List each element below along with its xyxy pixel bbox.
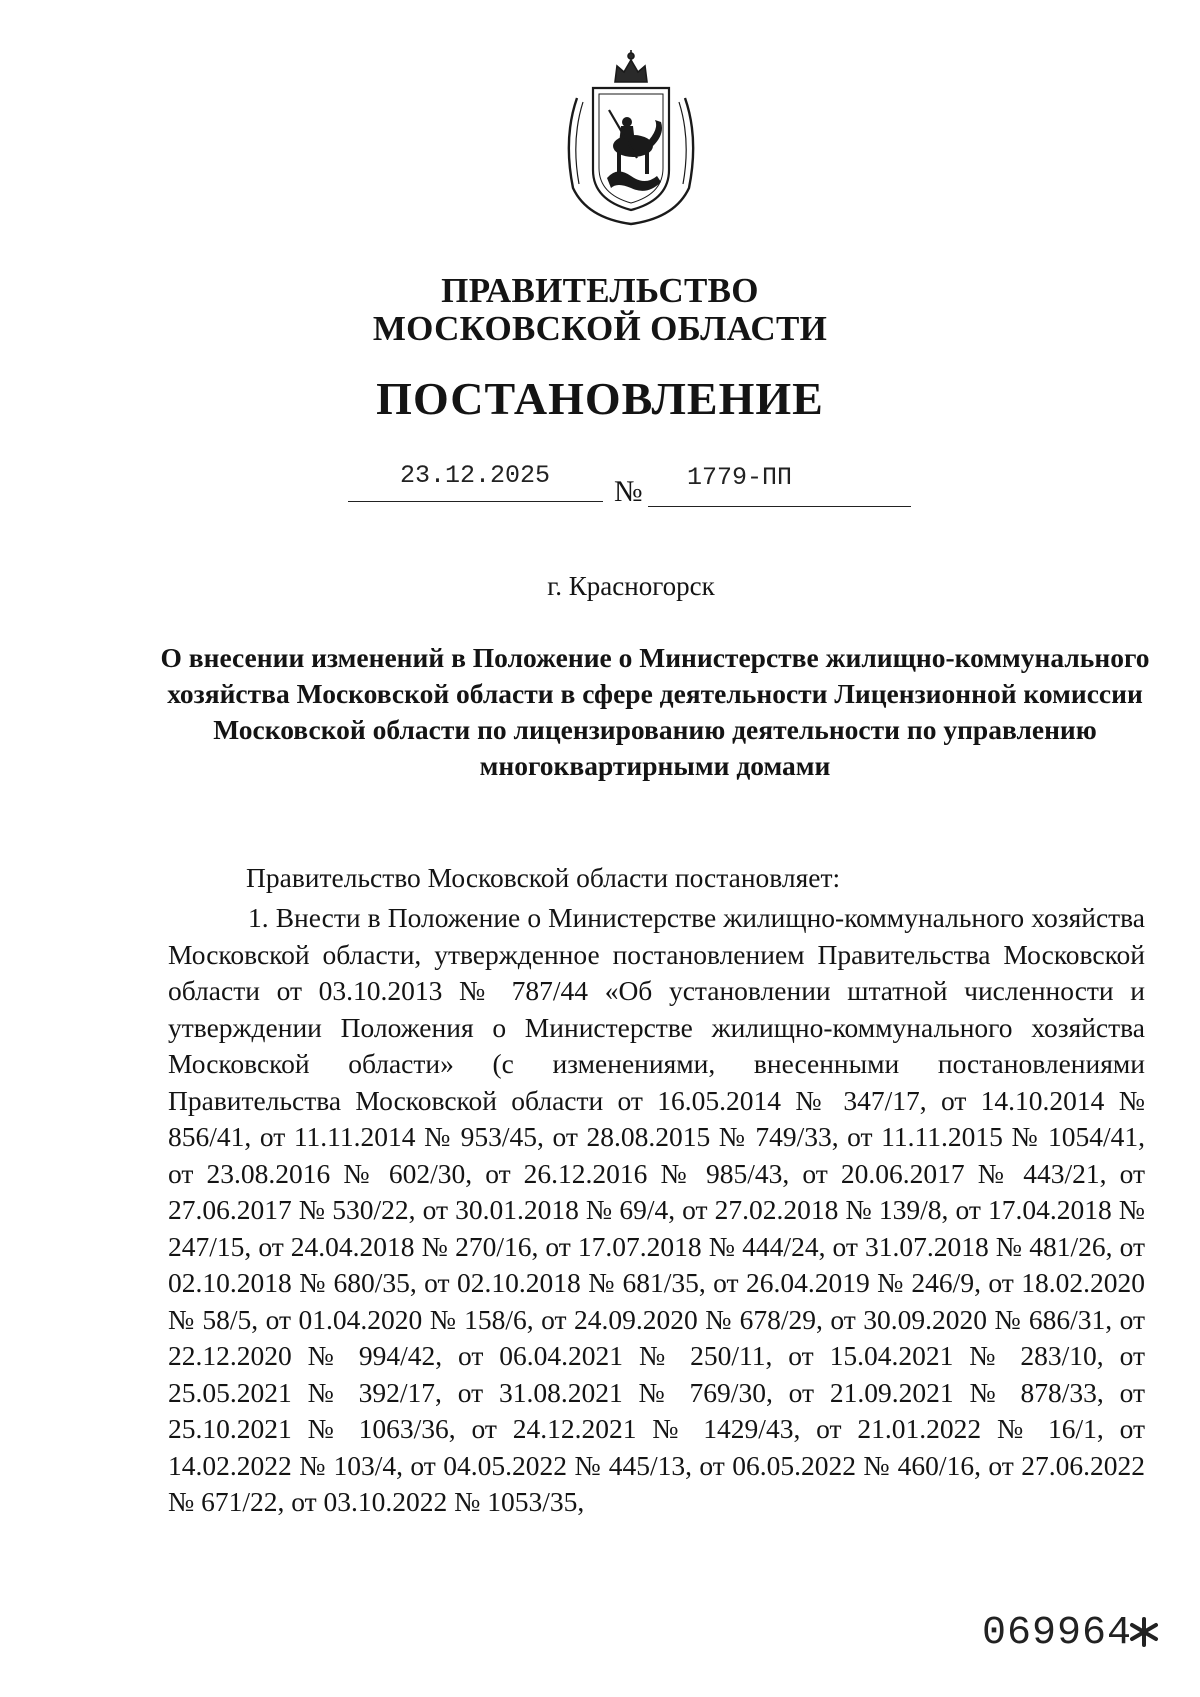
org-name-line1: ПРАВИТЕЛЬСТВО <box>441 271 759 310</box>
asterisk-icon <box>1127 1615 1161 1649</box>
number-sign: № <box>614 475 643 508</box>
date-underline <box>348 501 603 502</box>
number-underline <box>648 506 911 507</box>
form-serial-number: 069964 <box>982 1611 1133 1656</box>
org-name-line2: МОСКОВСКОЙ ОБЛАСТИ <box>372 309 828 348</box>
coat-of-arms-icon <box>557 48 705 226</box>
city: г. Красногорск <box>547 571 715 601</box>
document-date: 23.12.2025 <box>400 461 551 490</box>
document-type: ПОСТАНОВЛЕНИЕ <box>376 373 824 424</box>
document-number: 1779-ПП <box>687 463 793 492</box>
body-paragraph-1: 1. Внести в Положение о Министерстве жилищно-коммунального хозяйства Московской области, утвержденное постановлением Правительства Московской области от 03.10.2013 № 787/44 «Об установлении штатной численности и утверждении Положения о Министерстве жилищно-коммунального хозяйства Московской области» (с изменениями, внесенными постановлениями Правительства Московской области от 16.05.2014 № 347/17, от 14.10.2014 № 856/41, от 11.11.2014 № 953/45, от 28.08.2015 № 749/33, от 11.11.2015 № 1054/41, от 23.08.2016 № 602/30, от 26.12.2016 № 985/43, от 20.06.2017 № 443/21, от 27.06.2017 № 530/22, от 30.01.2018 № 69/4, от 27.02.2018 № 139/8, от 17.04.2018 № 247/15, от 24.04.2018 № 270/16, от 17.07.2018 № 444/24, от 31.07.2018 № 481/26, от 02.10.2018 № 680/35, от 02.10.2018 № 681/35, от 26.04.2019 № 246/9, от 18.02.2020 № 58/5, от 01.04.2020 № 158/6, от 24.09.2020 № 678/29, от 30.09.2020 № 686/31, от 22.12.2020 № 994/42, от 06.04.2021 № 250/11, от 15.04.2021 № 283/10, от 25.05.2021 № 392/17, от 31.08.2021 № 769/30, от 21.09.2021 № 878/33, от 25.10.2021 № 1063/36, от 24.12.2021 № 1429/43, от 21.01.2022 № 16/1, от 14.02.2022 № 103/4, от 04.05.2022 № 445/13, от 06.05.2022 № 460/16, от 27.06.2022 № 671/22, от 03.10.2022 № 1053/35, <box>168 902 1145 1517</box>
body-intro: Правительство Московской области постановляет: <box>246 862 841 893</box>
document-title: О внесении изменений в Положение о Министерстве жилищно-коммунального хозяйства Московской области в сфере деятельности Лицензионной комиссии Московской области по лицензированию деятельности по управлению многоквартирными домами <box>160 642 1150 781</box>
